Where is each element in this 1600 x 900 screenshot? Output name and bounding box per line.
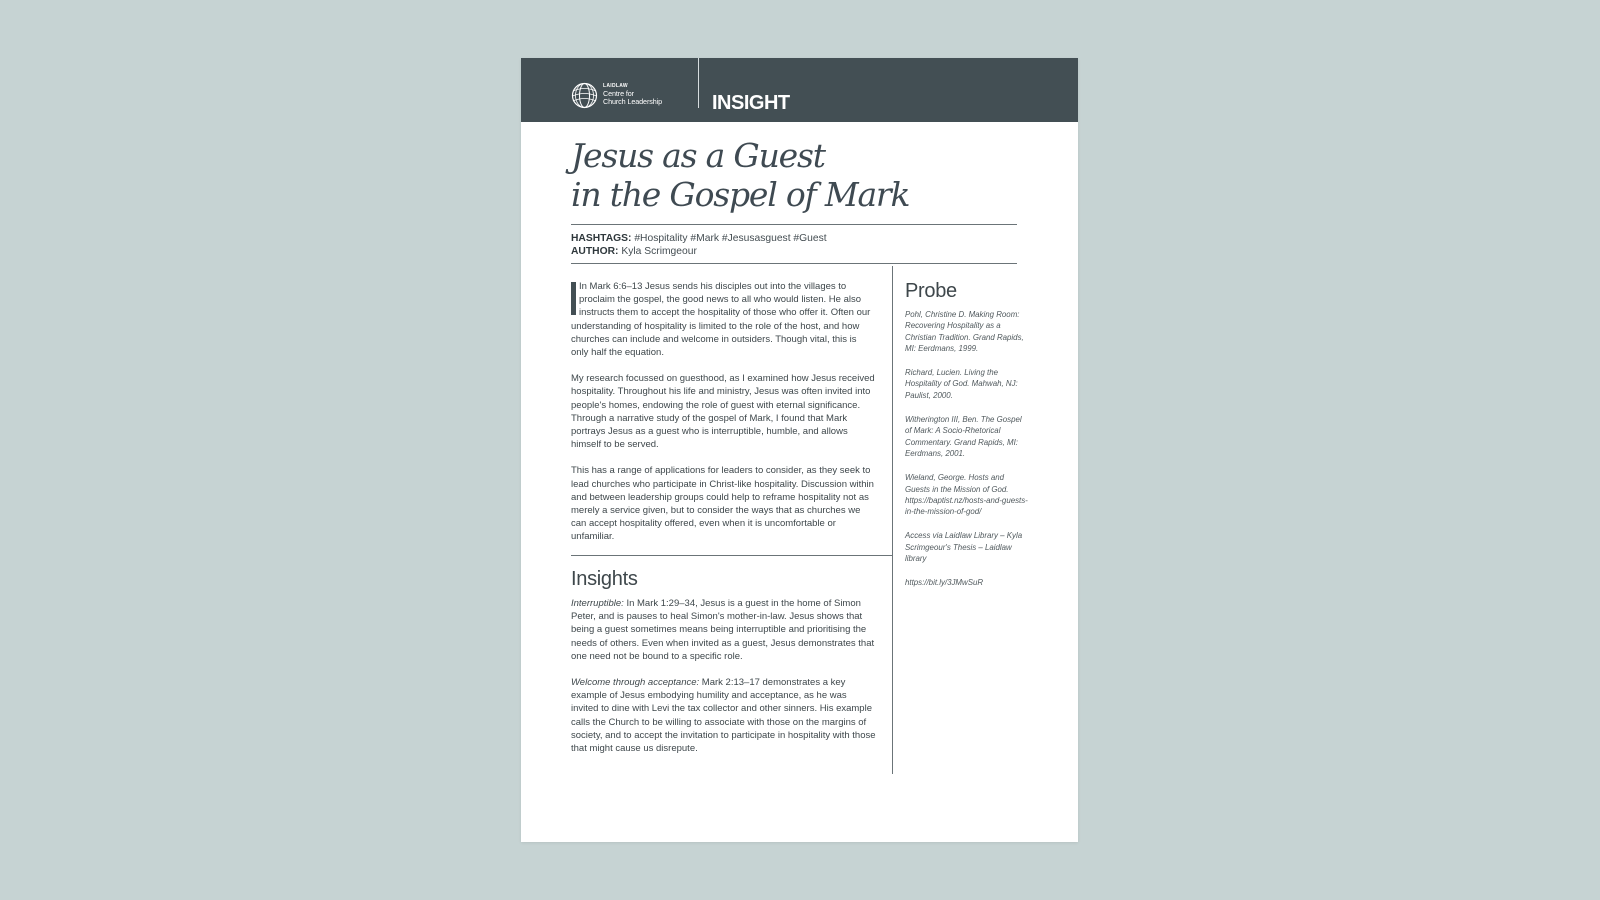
- hashtags-label: HASHTAGS:: [571, 233, 632, 244]
- logo-line: LAIDLAW: [603, 83, 628, 89]
- logo-line: Church Leadership: [603, 97, 663, 106]
- laidlaw-logo: [571, 82, 691, 110]
- author-value: Kyla Scrimgeour: [621, 246, 697, 257]
- reference-item: Witherington III, Ben. The Gospel of Mark: A Socio-Rhetorical Commentary. Grand Rapids, MI: Eerdmans, 2001.: [905, 415, 1022, 458]
- divider: [571, 224, 1017, 225]
- insight-text: Mark 2:13–17 demonstrates a key example of Jesus embodying humility and acceptance, as he was invited to dine with Levi the tax collector and other sinners. His example calls the Church to be willing to associate with those on the margins of society, and to accept the invitation to participate in hospitality with those that might cause us disrepute.: [571, 677, 876, 755]
- hashtags-value: #Hospitality #Mark #Jesusasguest #Guest: [634, 233, 827, 244]
- reference-item: Wieland, George. Hosts and Guests in the Mission of God. https://baptist.nz/hosts-and-guests-in-the-mission-of-god/: [905, 473, 1028, 517]
- intro-text: [571, 280, 876, 557]
- drop-cap-bar: [571, 282, 576, 315]
- title-line: in the Gospel of Mark: [571, 175, 910, 214]
- intro-paragraph: This has a range of applications for leaders to consider, as they seek to lead churches who participate in Christ-like hospitality. Discussion within and between leadership groups could help to reframe hospitality not as merely a service given, but to consider the ways that as churches we can accept hospitality offered, even when it is uncomfortable or unfamiliar.: [571, 465, 874, 543]
- section-label: INSIGHT: [712, 92, 790, 114]
- reference-item: Richard, Lucien. Living the Hospitality of God. Mahwah, NJ: Paulist, 2000.: [905, 368, 1018, 400]
- reference-item: Pohl, Christine D. Making Room: Recovering Hospitality as a Christian Tradition. Grand Rapids, MI: Eerdmans, 1999.: [905, 310, 1024, 353]
- page-header: [521, 58, 1078, 122]
- author-label: AUTHOR:: [571, 246, 619, 257]
- hashtags-row: [571, 232, 1041, 245]
- document-page: [521, 58, 1078, 842]
- intro-paragraph: My research focussed on guesthood, as I examined how Jesus received hospitality. Throughout his life and ministry, Jesus was often invited into people's homes, endowing the role of guest with eternal significance. Through a narrative study of the gospel of Mark, I found that Mark portrays Jesus as a guest who is interruptible, humble, and allows himself to be served.: [571, 373, 875, 451]
- title-line: Jesus as a Guest: [571, 136, 825, 175]
- insights-body: [571, 597, 876, 768]
- probe-heading: Probe: [905, 280, 957, 302]
- reference-item: Access via Laidlaw Library – Kyla Scrimgeour's Thesis – Laidlaw library: [905, 531, 1023, 564]
- insight-item: [571, 676, 876, 755]
- divider: [571, 263, 1017, 264]
- insight-term: Interruptible:: [571, 598, 624, 609]
- insight-term: Welcome through acceptance:: [571, 677, 700, 689]
- logo-line: Centre for: [603, 89, 634, 98]
- page-title: [571, 136, 1031, 214]
- logo-text: [603, 83, 662, 106]
- article-meta: [571, 232, 1041, 258]
- globe-logo-icon: [571, 82, 598, 109]
- divider: [571, 555, 892, 556]
- intro-paragraph: In Mark 6:6–13 Jesus sends his disciples out into the villages to proclaim the gospel, the good news to all who would listen. He also instructs them to accept the hospitality of those who offer it. Often our understanding of hospitality is limited to the role of the host, and how churches can include and welcome in outsiders. Though vital, this is only half the equation.: [571, 281, 871, 359]
- insight-text: In Mark 1:29–34, Jesus is a guest in the home of Simon Peter, and is pauses to heal Simon's mother-in-law. Jesus shows that being a guest sometimes means being interruptible and prioritising the needs of others. Even when invited as a guest, Jesus demonstrates that one need not be bound to a specific role.: [571, 598, 875, 662]
- column-divider: [892, 266, 893, 774]
- probe-references: [905, 309, 1030, 602]
- reference-link[interactable]: https://bit.ly/3JMwSuR: [905, 578, 984, 588]
- insights-heading: Insights: [571, 568, 638, 590]
- insight-item: [571, 597, 876, 663]
- author-row: [571, 245, 1041, 258]
- header-divider: [698, 58, 699, 108]
